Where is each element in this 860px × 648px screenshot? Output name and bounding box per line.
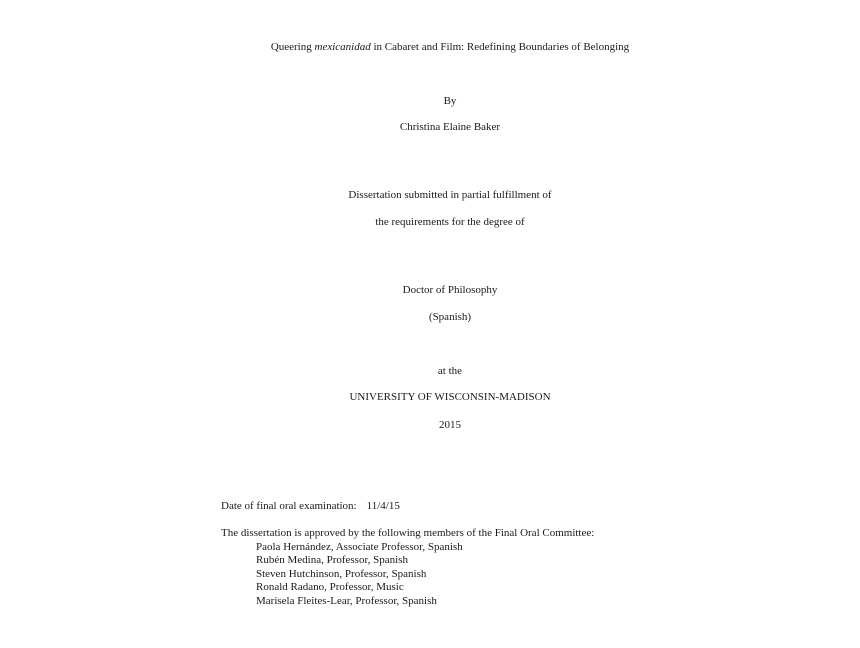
committee-member: Ronald Radano, Professor, Music	[256, 581, 404, 593]
committee-intro: The dissertation is approved by the following members of the Final Oral Committee:	[221, 527, 595, 539]
at-the-label: at the	[437, 365, 463, 377]
author-name: Christina Elaine Baker	[399, 121, 501, 133]
committee-member: Marisela Fleites-Lear, Professor, Spanish	[256, 595, 437, 607]
degree-name: Doctor of Philosophy	[402, 284, 498, 296]
exam-date-value: 11/4/15	[366, 500, 400, 512]
exam-date-label: Date of final oral examination:	[221, 500, 357, 512]
title-italic-term: mexicanidad	[314, 41, 371, 53]
degree-year: 2015	[439, 419, 461, 431]
committee-member: Steven Hutchinson, Professor, Spanish	[256, 568, 427, 580]
submission-line-1: Dissertation submitted in partial fulfillment of	[348, 189, 552, 201]
title-text-start: Queering	[270, 41, 315, 53]
exam-date-line	[221, 500, 400, 513]
submission-line-2: the requirements for the degree of	[375, 216, 525, 228]
by-label: By	[443, 95, 457, 107]
dissertation-title	[0, 41, 860, 54]
committee-member: Rubén Medina, Professor, Spanish	[256, 554, 409, 566]
degree-field: (Spanish)	[428, 311, 472, 323]
committee-member: Paola Hernández, Associate Professor, Spanish	[256, 541, 463, 553]
university-name: UNIVERSITY OF WISCONSIN-MADISON	[349, 391, 551, 403]
title-text-end: in Cabaret and Film: Redefining Boundaries of Belonging	[370, 41, 630, 53]
